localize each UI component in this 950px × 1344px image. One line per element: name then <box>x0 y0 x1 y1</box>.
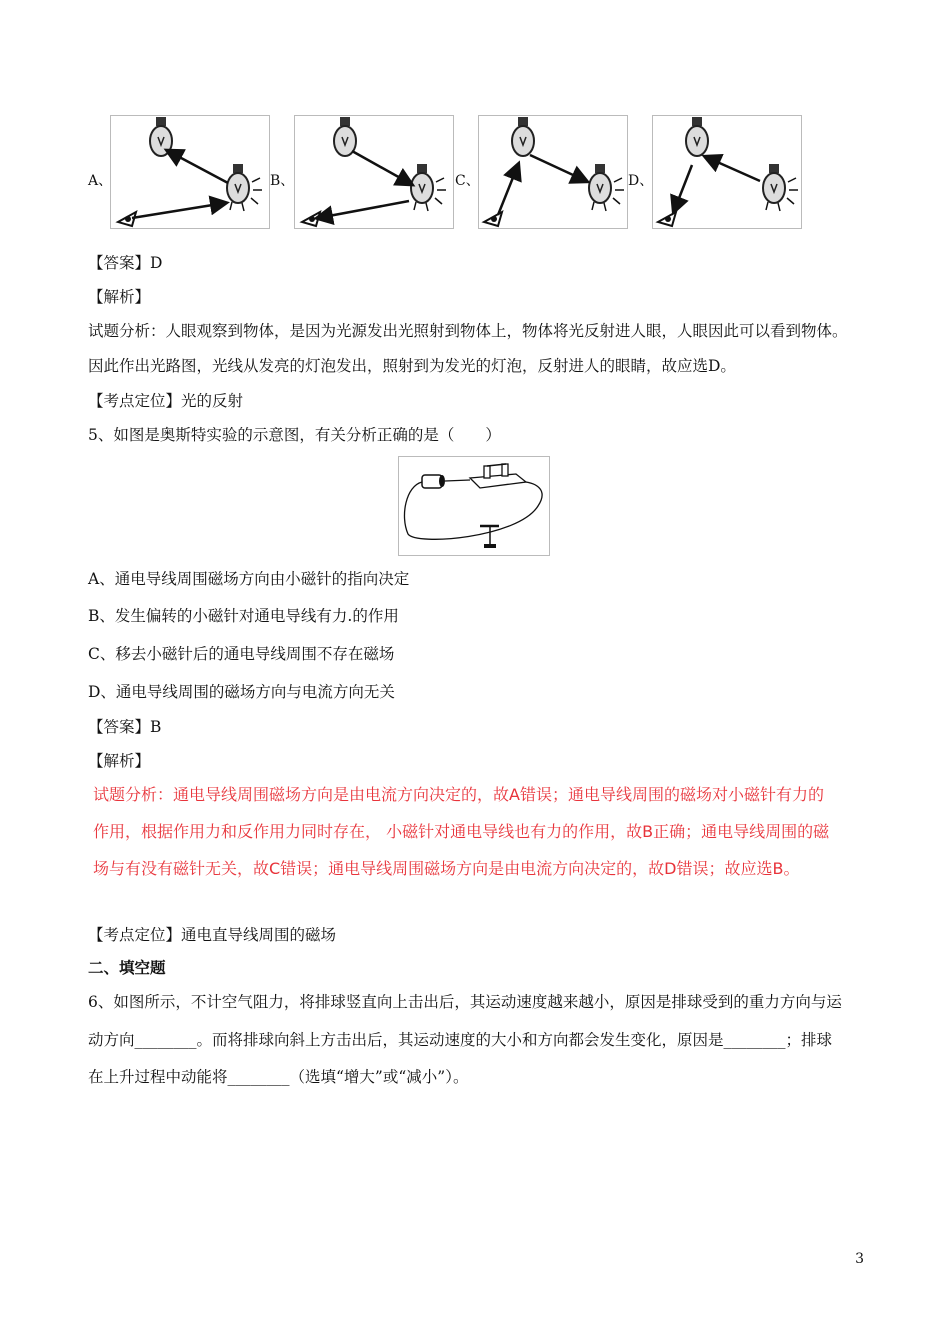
q5-option-a: A、通电导线周围磁场方向由小磁针的指向决定 <box>88 570 410 588</box>
q4-kaodian: 【考点定位】光的反射 <box>88 392 244 410</box>
section-heading: 二、填空题 <box>88 958 166 977</box>
page-number: 3 <box>855 1251 864 1267</box>
option-b-label: B、 <box>270 173 295 189</box>
q5-stem: 5、如图是奥斯特实验的示意图，有关分析正确的是（ ） <box>88 426 501 444</box>
q6-line1: 6、如图所示，不计空气阻力，将排球竖直向上击出后，其运动速度越来越小，原因是排球受到的重力方向与运 <box>88 993 842 1011</box>
q5-option-b: B、发生偏转的小磁针对通电导线有力.的作用 <box>88 607 399 625</box>
option-a-label: A、 <box>88 173 113 189</box>
light-diagram-c <box>478 115 628 229</box>
q4-analysis-line2: 因此作出光路图，光线从发亮的灯泡发出，照射到为发光的灯泡，反射进人的眼睛，故应选D。 <box>88 357 736 375</box>
q5-option-c: C、移去小磁针后的通电导线周围不存在磁场 <box>88 645 395 663</box>
option-d-label: D、 <box>628 173 654 189</box>
q5-option-d: D、通电导线周围的磁场方向与电流方向无关 <box>88 683 395 701</box>
q4-answer: 【答案】D <box>88 254 163 272</box>
light-diagram-d <box>652 115 802 229</box>
q6-line3: 在上升过程中动能将________（选填“增大”或“减小”）。 <box>88 1068 469 1086</box>
q5-analysis-heading: 【解析】 <box>88 752 151 770</box>
q4-analysis-line1: 试题分析：人眼观察到物体，是因为光源发出光照射到物体上，物体将光反射进人眼，人眼因此可以看到物体。 <box>88 322 848 340</box>
light-diagram-a <box>110 115 270 229</box>
oersted-experiment-diagram <box>398 456 550 556</box>
light-diagram-b <box>294 115 454 229</box>
q5-analysis-red-line1: 试题分析：通电导线周围磁场方向是由电流方向决定的，故A错误；通电导线周围的磁场对小磁针有力的 <box>93 785 824 804</box>
q5-kaodian: 【考点定位】通电直导线周围的磁场 <box>88 926 337 944</box>
q5-answer: 【答案】B <box>88 718 162 736</box>
q6-line2: 动方向________。而将排球向斜上方击出后，其运动速度的大小和方向都会发生变化，原因是________；排球 <box>88 1031 833 1049</box>
option-c-label: C、 <box>455 173 480 189</box>
q4-analysis-heading: 【解析】 <box>88 288 151 306</box>
q5-analysis-red-line2: 作用，根据作用力和反作用力同时存在， 小磁针对通电导线也有力的作用，故B正确；通电导线周围的磁 <box>93 822 830 841</box>
q5-analysis-red-line3: 场与有没有磁针无关，故C错误；通电导线周围磁场方向是由电流方向决定的，故D错误；故应选B。 <box>93 859 800 878</box>
